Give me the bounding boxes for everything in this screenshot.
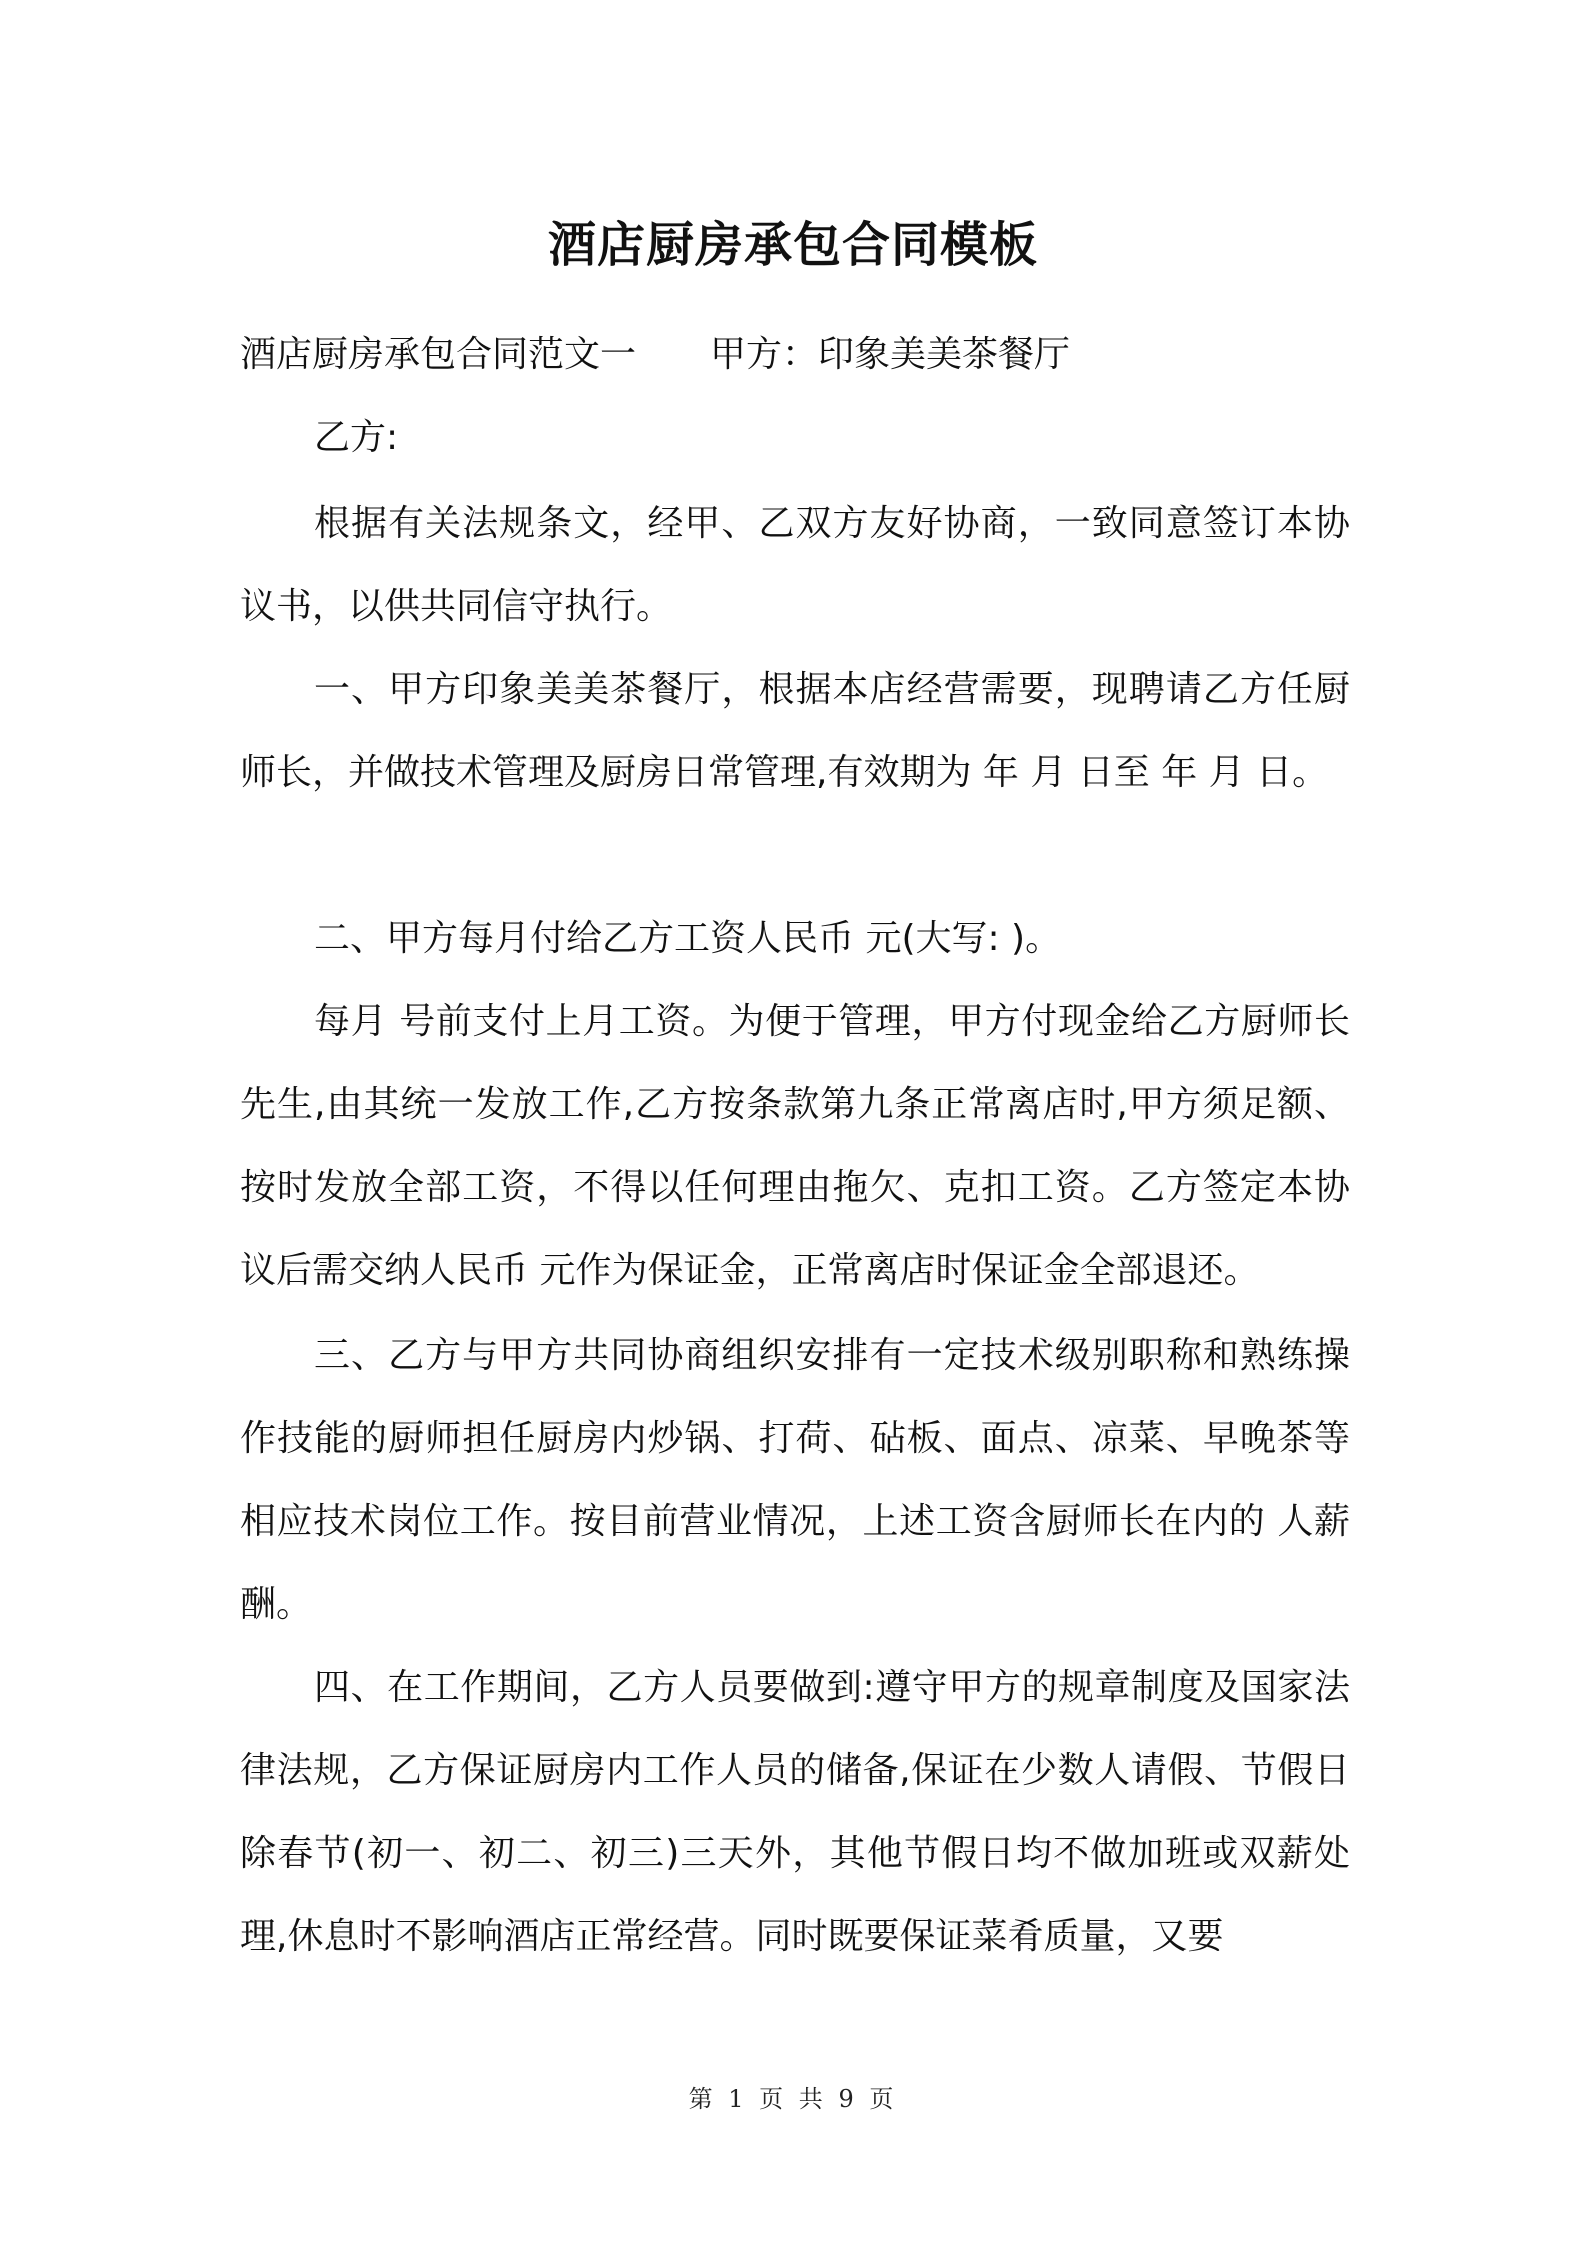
paragraph-clause-2: 二、甲方每月付给乙方工资人民币 元(大写: )。 [314,918,1062,959]
paragraph-clause-4: 四、在工作期间，乙方人员要做到:遵守甲方的规章制度及国家法律法规，乙方保证厨房内工作人员的储备,保证在少数人请假、节假日除春节(初一、初二、初三)三天外，其他节假日均不做加班或双薪处理,休息时不影响酒店正常经营。同时既要保证菜肴质量，又要 [240,1667,1350,1957]
party-b-label: 乙方: [314,417,399,458]
intro-line [240,330,1070,380]
paragraph-clause-3: 三、乙方与甲方共同协商组织安排有一定技术级别职称和熟练操作技能的厨师担任厨房内炒锅、打荷、砧板、面点、凉菜、早晚茶等相应技术岗位工作。按目前营业情况，上述工资含厨师长在内的 人薪酬。 [240,1335,1350,1625]
contract-sample-label: 酒店厨房承包合同范文一 [240,334,637,375]
paragraph-salary-payment: 每月 号前支付上月工资。为便于管理，甲方付现金给乙方厨师长 先生,由其统一发放工作,乙方按条款第九条正常离店时,甲方须足额、按时发放全部工资，不得以任何理由拖欠、克扣工资。乙方签定本协议后需交纳人民币 元作为保证金，正常离店时保证金全部退还。 [240,1001,1350,1291]
document-title: 酒店厨房承包合同模板 [547,217,1038,273]
paragraph-preamble: 根据有关法规条文，经甲、乙双方友好协商，一致同意签订本协议书，以供共同信守执行。 [240,503,1350,627]
party-a-label: 甲方：印象美美茶餐厅 [710,334,1071,375]
paragraph-clause-1: 一、甲方印象美美茶餐厅，根据本店经营需要，现聘请乙方任厨师长，并做技术管理及厨房日常管理,有效期为 年 月 日至 年 月 日。 [240,669,1350,793]
page-number: 第 1 页 共 9 页 [688,2085,898,2113]
